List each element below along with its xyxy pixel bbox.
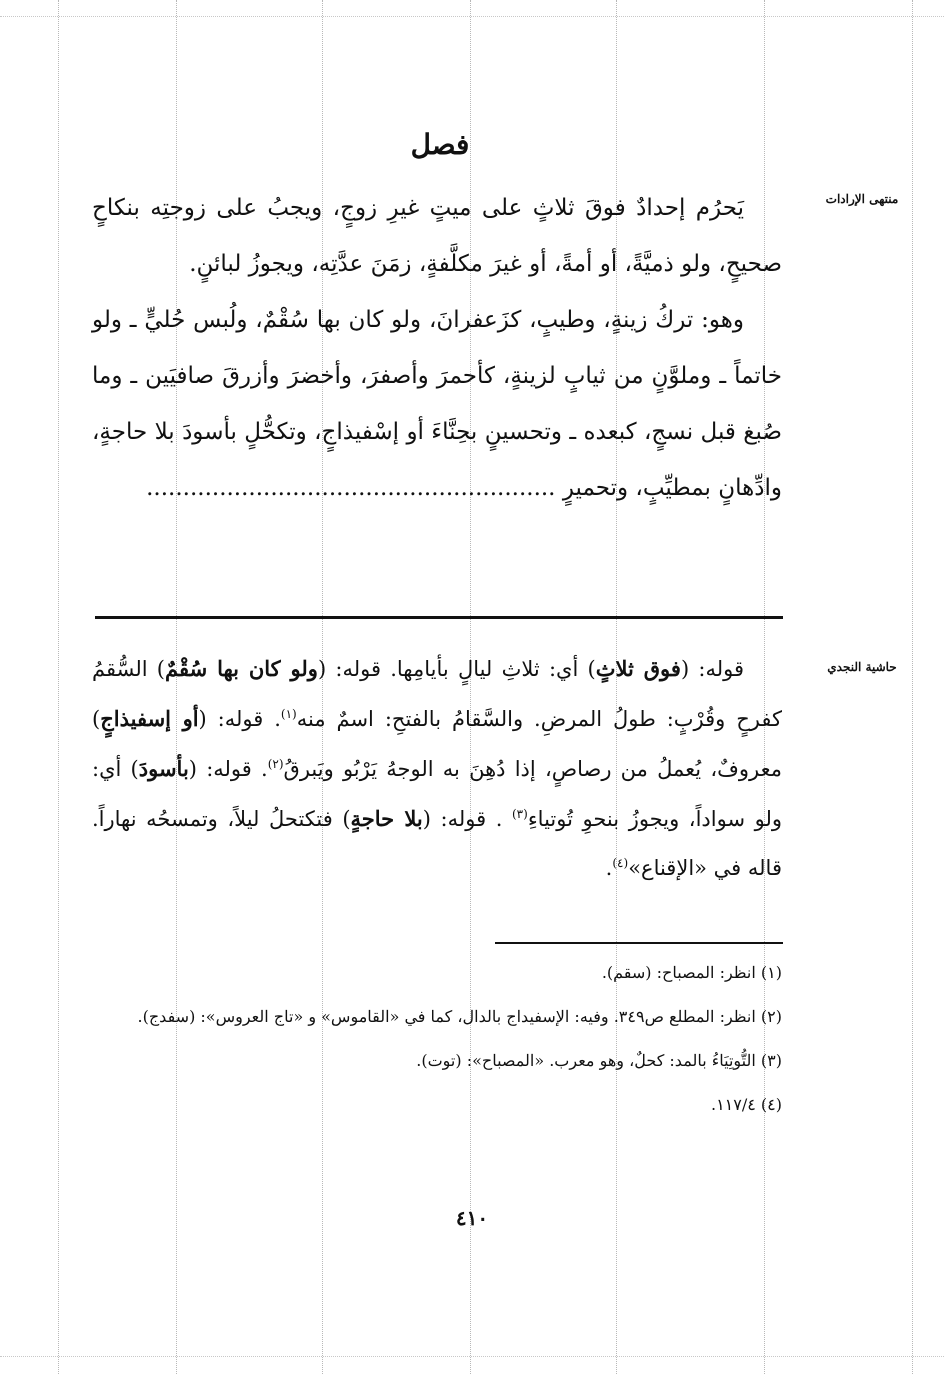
commentary-segment: ) فتكتحلُ ليلاً، وتمسحُه نهاراً. قاله في «الإقناع» [92, 807, 782, 880]
footnote-2: (٢) انظر: المطلع ص٣٤٩. وفيه: الإسفيداج بالدال، كما في «القاموس» و «تاج العروس»: (سفدج). [137, 1007, 782, 1026]
commentary-segment: ) معروفٌ، يُعملُ من رصاصٍ، إذا دُهِنَ به الوجهُ يَرْبُو ويَبرقُ [92, 707, 782, 781]
commentary-lemma: أو إسفيذاجٍ [100, 706, 199, 731]
commentary-lemma: بأسودَ [138, 756, 189, 781]
section-title: فصل [410, 128, 470, 161]
commentary-lemma: ولو كان بها سُقْمٌ [165, 656, 318, 681]
scan-guide-line [0, 1356, 944, 1357]
main-text [92, 180, 782, 516]
footnote-3: (٣) التُّوتِيَاءُ بالمد: كحلٌ، وهو معرب. «المصباح»: (توت). [416, 1051, 782, 1070]
side-label-main-text: منتهى الإرادات [825, 192, 899, 206]
main-paragraph-2-text: وهو: تركُ زينةٍ، وطيبٍ، كزَعفرانَ، ولو كان بها سُقْمٌ، ولُبس حُليٍّ ـ ولو خاتماً ـ وملوَّنٍ من ثيابٍ لزينةٍ، كأحمرَ وأصفرَ، وأخضرَ وأزرقَ صافيَين ـ وما صُبغ قبل نسجٍ، كبعده ـ وتحسينٍ بحِنَّاءَ أو إسْفيذاجٍ، وتكحُّلٍ بأسودَ بلا حاجةٍ، وادِّهانٍ بمطيِّبٍ، وتحميرٍ [92, 307, 782, 501]
side-label-hashiya: حاشية النجدي [827, 660, 897, 674]
commentary-segment: قوله: ( [680, 657, 744, 681]
commentary-paragraph [92, 644, 782, 893]
footnote-4: (٤) ١١٧/٤. [710, 1095, 782, 1114]
continuation-dots: ........................................................ [146, 475, 556, 501]
footnote-marker: (٤) [612, 856, 629, 870]
commentary-lemma: فوق ثلاثٍ [595, 656, 681, 681]
commentary-segment: ) السُّقمُ كفرحٍ وقُرْبٍ: طولُ المرضِ. والسَّقامُ بالفتحِ: اسمٌ منه [92, 657, 783, 731]
section-divider [95, 616, 783, 619]
footnote-marker: (١) [280, 707, 297, 721]
scan-guide-line [58, 0, 59, 1374]
footnote-marker: (٣) [511, 807, 528, 821]
commentary-segment: . [605, 856, 613, 880]
commentary-text [92, 644, 782, 893]
commentary-segment: . قوله: ( [198, 707, 281, 731]
scan-guide-line [0, 16, 944, 17]
commentary-segment: ) أي: ولو سواداً، ويجوزُ بنحوِ تُوتياءِ [92, 757, 782, 831]
scan-guide-line [912, 0, 913, 1374]
footnote-marker: (٢) [267, 757, 284, 771]
commentary-segment: ) أي: ثلاثِ ليالٍ بأيامِها. قوله: ( [317, 657, 596, 681]
commentary-lemma: بلا حاجةٍ [350, 806, 423, 831]
commentary-segment: . قوله: ( [188, 757, 268, 781]
commentary-segment: . قوله: ( [422, 807, 512, 831]
page-number: ٤١٠ [455, 1206, 489, 1230]
footnote-1: (١) انظر: المصباح: (سقم). [601, 963, 782, 982]
footnotes [92, 956, 782, 1132]
footnote-divider [495, 942, 783, 944]
main-paragraph-1: يَحرُم إحدادٌ فوقَ ثلاثٍ على ميتٍ غيرِ زوجٍ، ويجبُ على زوجتِه بنكاحٍ صحيحٍ، ولو ذميَّةً، أو أمةً، أو غيرَ مكلَّفةٍ، زمَنَ عدَّتِه، ويجوزُ لبائنٍ. [92, 195, 782, 277]
main-paragraph-2 [92, 292, 782, 516]
